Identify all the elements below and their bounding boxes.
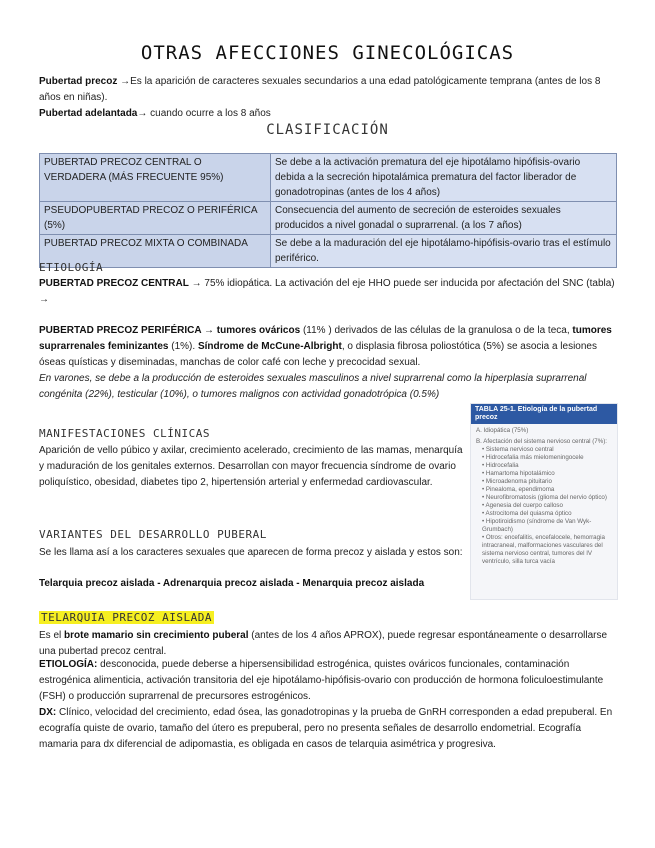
central-text: → 75% idiopática. La activación del eje HHO puede ser inducida por afectación del SNC (tabla) → [39,278,615,305]
telarquia-heading-text: TELARQUIA PRECOZ AISLADA [41,611,212,624]
table-row [40,235,617,268]
table-cell-desc: Se debe a la maduración del eje hipotálamo-hipófisis-ovario tras el estímulo periférico. [271,235,617,268]
periferica-text1: (11% ) derivados de las células de la granulosa o de la teca, [300,325,573,336]
page-title: OTRAS AFECCIONES GINECOLÓGICAS [140,42,515,64]
telarquia-def-pre: Es el [39,630,65,641]
figure-caption: TABLA 25-1. Etiología de la pubertad precoz [471,404,617,424]
variantes-list-text: Telarquia precoz aislada - Adrenarquia precoz aislada - Menarquia precoz aislada [39,578,425,589]
telarquia-etio-label: ETIOLOGÍA: [39,659,98,670]
telarquia-dx-text: Clínico, velocidad del crecimiento, edad ósea, las gonadotropinas y la prueba de GnRH corresponden a edad prepuberal. En ecografía quiste de ovario, tamaño del útero es prepuberal, pero no presenta señales de desarrollo endometrial. Ecografía mamaria para dx diferencial de adipomastia, es obligada en casos de telarquia asimétrica y progresiva. [39,707,613,750]
variantes-list [39,576,469,592]
table-cell-tipo: PUBERTAD PRECOZ CENTRAL O VERDADERA (MÁS FRECUENTE 95%) [40,154,271,202]
list-item: • Hipotiroidismo (síndrome de Van Wyk-Grumbach) [482,518,592,533]
telarquia-etio-text: desconocida, puede deberse a hipersensibilidad estrogénica, quistes ováricos funcionales, contaminación estrogénica alimenticia, activación transitoria del eje hipotálamo-hipófisis-ovario con producción de hormona foliculoestimulante (FSH) o producción suprarrenal de precursores estrogénicos. [39,659,604,702]
periferica-text2: (1%). [168,341,198,352]
intro-precoz [39,74,619,106]
table-cell-desc: Se debe a la activación prematura del eje hipotálamo hipófisis-ovario debida a la secreción hipotalámica prematura del factor liberador de gonadotropinas (antes de los 4 años) [271,154,617,202]
intro-precoz-text: →Es la aparición de caracteres sexuales secundarios a una edad patológicamente temprana (antes de los 8 años en niñas). [39,76,601,103]
intro-adelantada-term: Pubertad adelantada [39,108,138,119]
etiologia-periferica [39,323,619,371]
list-item: • Otros: encefalitis, encefalocele, hemorragia intracraneal, malformaciones vasculares del sistema nervioso central, tumores del IV ventrículo, silla turca vacía [482,534,605,565]
variantes-heading: VARIANTES DEL DESARROLLO PUBERAL [39,528,267,541]
table-row [40,154,617,202]
tumores-ovaricos: tumores ováricos [216,325,301,336]
varones-text: En varones, se debe a la producción de esteroides sexuales masculinos a nivel suprarrenal como la hiperplasia suprarrenal congénita (22%), testicular (10%), o tumores malignos con actividad gonadotrópica (0.5%) [39,373,587,400]
telarquia-dx [39,705,619,753]
central-term: PUBERTAD PRECOZ CENTRAL [39,278,189,289]
table-cell-tipo: PUBERTAD PRECOZ MIXTA O COMBINADA [40,235,271,268]
clasificacion-table [39,153,617,268]
list-item: • Microadenoma pituitario [482,478,552,485]
list-item: • Hidrocefalia [482,462,519,469]
telarquia-def-bold: brote mamario sin crecimiento puberal [64,630,249,641]
periferica-arrow: → [201,325,217,336]
periferica-text3: , o displasia fibrosa poliostótica (5%) se asocia a lesiones óseas quísticas y diseminadas, manchas de color café con leche y precocidad sexual. [39,341,597,368]
telarquia-def-post: (antes de los 4 años APROX), puede regresar espontáneamente o desarrollarse una pubertad precoz central. [39,630,608,657]
list-item: • Neurofibromatosis (glioma del nervio óptico) [482,494,607,501]
table-cell-tipo: PSEUDOPUBERTAD PRECOZ O PERIFÉRICA (5%) [40,202,271,235]
etiologia-varones [39,371,619,403]
clasificacion-title: CLASIFICACIÓN [266,122,389,138]
mccune-albright: Síndrome de McCune-Albright [197,341,342,352]
telarquia-etiologia [39,657,619,705]
variantes-text: Se les llama así a los caracteres sexuales que aparecen de forma precoz y aislada y estos son: [39,547,463,558]
list-item: • Sistema nervioso central [482,446,554,453]
intro-adelantada-text: → cuando ocurre a los 8 años [137,108,271,119]
figure-list [476,446,612,566]
periferica-term: PUBERTAD PRECOZ PERIFÉRICA [39,325,202,336]
intro-adelantada [39,106,619,122]
figure-item-a: A. Idiopática (75%) [476,427,529,434]
table-row [40,202,617,235]
etiologia-table-figure [470,403,618,600]
etiologia-heading: ETIOLOGÍA [39,261,104,274]
list-item: • Hamartoma hipotalámico [482,470,555,477]
telarquia-heading [39,611,214,624]
telarquia-def [39,628,619,660]
telarquia-dx-label: DX: [39,707,57,718]
list-item: • Pinealoma, ependimoma [482,486,555,493]
tumores-supra: tumores suprarrenales feminizantes [39,325,612,352]
list-item: • Agenesia del cuerpo calloso [482,502,563,509]
list-item: • Hidrocefalia más mielomeningocele [482,454,584,461]
intro-precoz-term: Pubertad precoz [39,76,118,87]
manifestaciones-text: Aparición de vello púbico y axilar, crecimiento acelerado, crecimiento de las mamas, menarquía y maduración de los genitales externos. Desarrollan con mayor frecuencia síndrome de ovario poliquístico, obesidad, diabetes tipo 2, hipertensión arterial y enfermedad cardiovascular. [39,445,463,488]
manifestaciones-heading: MANIFESTACIONES CLÍNICAS [39,427,210,440]
table-cell-desc: Consecuencia del aumento de secreción de esteroides sexuales producidos a nivel gonadal o suprarrenal. (a los 7 años) [271,202,617,235]
etiologia-central [39,276,619,308]
list-item: • Astrocitoma del quiasma óptico [482,510,572,517]
figure-item-b: B. Afectación del sistema nervioso central (7%): [476,438,608,445]
